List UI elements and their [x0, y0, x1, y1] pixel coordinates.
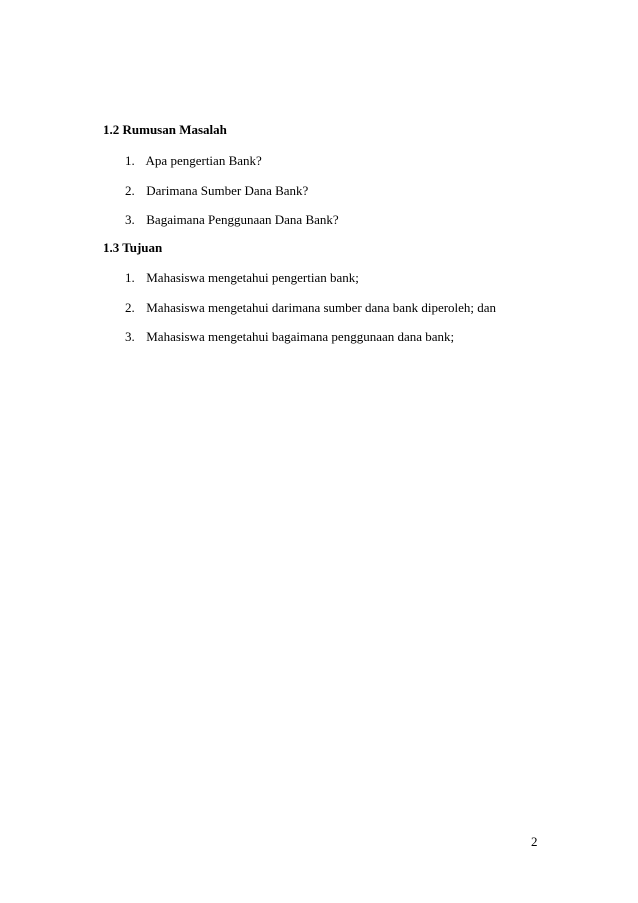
list-item-text: Mahasiswa mengetahui pengertian bank;	[146, 270, 359, 285]
list-item-text: Apa pengertian Bank?	[145, 153, 262, 168]
list-item	[125, 153, 262, 169]
list-item	[125, 270, 359, 286]
list-item-number: 3.	[125, 212, 135, 227]
section-heading-rumusan-masalah: 1.2 Rumusan Masalah	[103, 122, 227, 137]
list-item-text: Darimana Sumber Dana Bank?	[146, 183, 309, 198]
list-item	[125, 300, 496, 316]
list-item	[125, 183, 308, 199]
page-number: 2	[531, 834, 538, 849]
list-item-number: 2.	[125, 300, 135, 315]
section-heading-tujuan: 1.3 Tujuan	[103, 240, 163, 255]
list-item-number: 3.	[125, 329, 135, 344]
list-item-text: Mahasiswa mengetahui bagaimana penggunaan dana bank;	[146, 329, 455, 344]
list-item	[125, 212, 339, 228]
list-item-text: Bagaimana Penggunaan Dana Bank?	[146, 212, 339, 227]
list-item-number: 2.	[125, 183, 135, 198]
list-item	[125, 329, 454, 345]
list-item-number: 1.	[125, 153, 135, 168]
list-item-text: Mahasiswa mengetahui darimana sumber dana bank diperoleh; dan	[146, 300, 497, 315]
list-item-number: 1.	[125, 270, 135, 285]
